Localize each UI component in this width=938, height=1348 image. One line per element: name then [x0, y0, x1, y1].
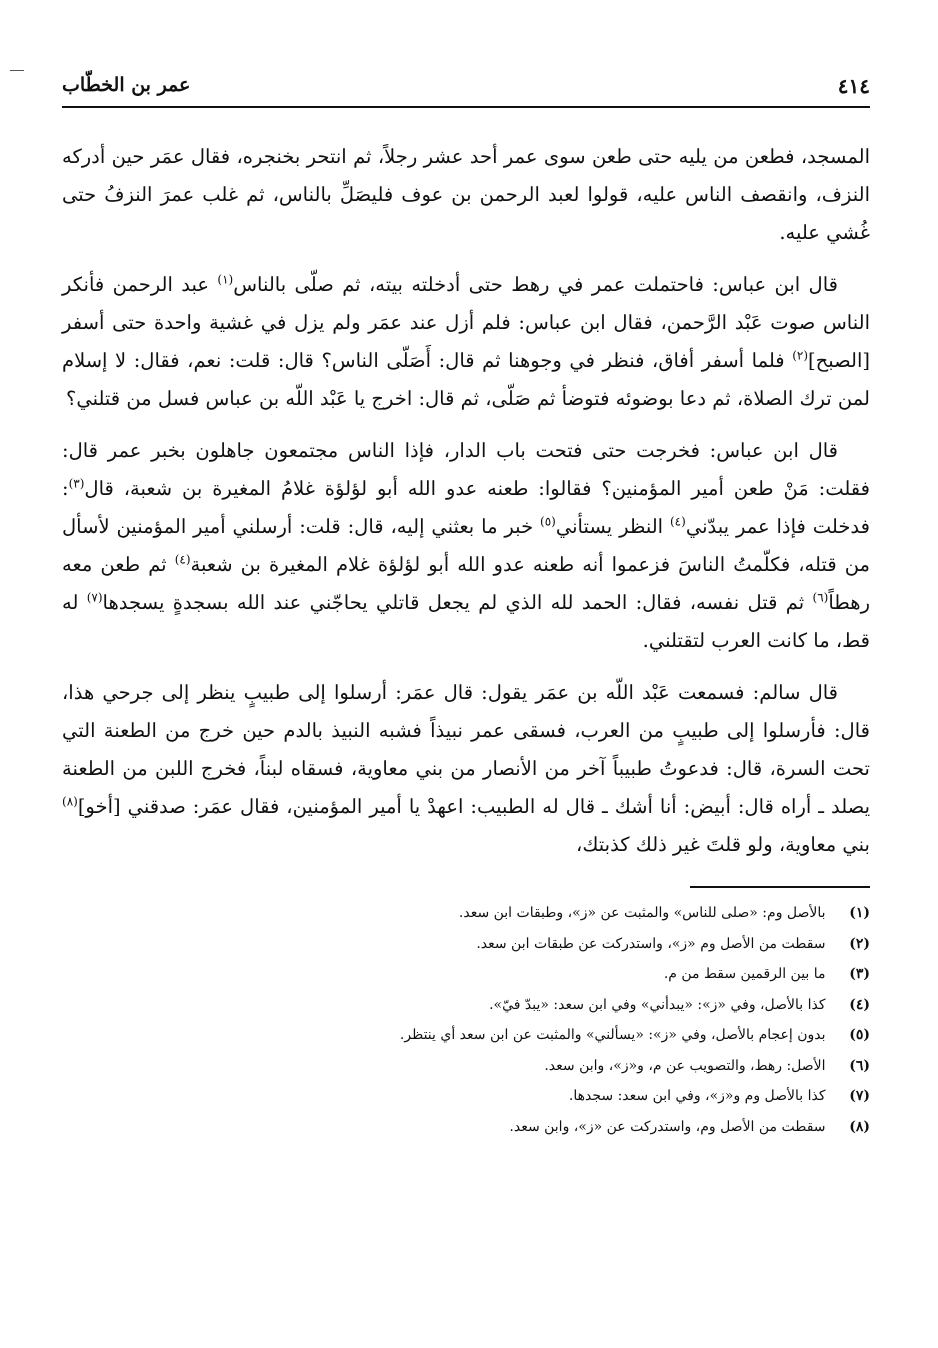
footnote-separator	[690, 886, 870, 888]
footnote-number: (٣)	[849, 966, 870, 982]
text-run: : فدخلت فإذا عمر يبدّني	[62, 477, 870, 538]
footnote	[62, 1112, 870, 1143]
text-run: قال ابن عباس: فاحتملت عمر في رهط حتى أدخلته بيته، ثم صلّى بالناس	[233, 273, 838, 296]
text-run: قال ابن عباس: فخرجت حتى فتحت باب الدار، فإذا الناس مجتمعون جاهلون بخبر عمر قال: فقلت: مَنْ طعن أمير المؤمنين؟ فقالوا: طعنه عدو الله أبو لؤلؤة غلامُ المغيرة بن شعبة، قال	[62, 439, 870, 500]
footnote	[62, 990, 870, 1021]
text-run: فلما أسفر أفاق، فنظر في وجوهنا ثم قال: أَصَلّى الناس؟ قال: قلت: نعم، فقال: لا إسلام لمن ترك الصلاة، ثم دعا بوضوئه فتوضأ ثم صَلّى، ثم قال: اخرج يا عَبْد اللّه بن عباس فسل من قتلني؟	[62, 349, 870, 410]
footnote-ref: (٤)	[174, 552, 191, 567]
paragraph	[62, 432, 870, 660]
book-page	[62, 66, 870, 1142]
text-run: ثم طعن معه رهطاً	[62, 553, 870, 614]
footnote-text: بالأصل وم: «صلى للناس» والمثبت عن «ز»، وطبقات ابن سعد.	[458, 905, 826, 921]
footnote-number: (٦)	[849, 1057, 870, 1074]
paragraph	[62, 138, 870, 252]
footnote-ref: (٣)	[68, 476, 85, 491]
footnote-number: (٥)	[849, 1027, 870, 1043]
text-run: خبر ما بعثني إليه، قال: قلت: أرسلني أمير المؤمنين لأسأل من قتله، فكلّمتُ الناسَ فزعموا أنه طعنه عدو الله أبو لؤلؤة غلام المغيرة بن شعبة	[62, 515, 870, 576]
page-number: ٤١٤	[837, 74, 870, 98]
footnote	[62, 898, 870, 929]
footnote-text: سقطت من الأصل وم، واستدركت عن «ز»، وابن سعد.	[509, 1118, 826, 1135]
text-run: النظر يستأني	[555, 515, 670, 538]
footnote-text: كذا بالأصل، وفي «ز»: «يبدأني» وفي ابن سعد: «يبدّ فيّ».	[489, 996, 826, 1013]
footnote	[62, 1081, 870, 1112]
footnotes	[62, 898, 870, 1142]
footnote-number: (٤)	[849, 996, 870, 1013]
footnote	[62, 1020, 870, 1051]
running-title: عمر بن الخطّاب	[62, 74, 191, 96]
footnote	[62, 1051, 870, 1082]
footnote-ref: (٢)	[792, 348, 809, 363]
paragraph	[62, 674, 870, 864]
footnote-number: (٢)	[849, 935, 870, 952]
scan-corner-mark	[10, 70, 24, 71]
footnote-ref: (٥)	[540, 514, 556, 529]
text-run: ثم قتل نفسه، فقال: الحمد لله الذي لم يجعل قاتلي يحاجّني عند الله بسجدةٍ يسجدها	[102, 591, 813, 614]
text-run: المسجد، فطعن من يليه حتى طعن سوى عمر أحد عشر رجلاً، ثم انتحر بخنجره، فقال عمَر حين أدركه النزف، وانقصف الناس عليه، قولوا لعبد الرحمن بن عوف فليصَلِّ بالناس، ثم غلب عمرَ النزفُ حتى غُشي عليه.	[62, 145, 870, 244]
footnote-ref: (٤)	[669, 514, 686, 529]
footnote-text: بدون إعجام بالأصل، وفي «ز»: «يسألني» والمثبت عن ابن سعد أي ينتظر.	[399, 1027, 826, 1043]
text-run: بني معاوية، ولو قلتَ غير ذلك كذبتك،	[576, 833, 870, 856]
footnote-ref: (٧)	[86, 590, 103, 605]
footnote-number: (١)	[849, 905, 870, 921]
header-rule	[62, 106, 870, 108]
footnote-text: الأصل: رهط، والتصويب عن م، و«ز»، وابن سعد.	[544, 1057, 826, 1074]
footnote-number: (٨)	[849, 1118, 870, 1135]
footnote-text: سقطت من الأصل وم «ز»، واستدركت عن طبقات ابن سعد.	[476, 935, 826, 952]
text-run: قال سالم: فسمعت عَبْد اللّه بن عمَر يقول: قال عمَر: أرسلوا إلى طبيبٍ ينظر إلى جرحي هذا، قال: فأرسلوا إلى طبيبٍ من العرب، فسقى عمر نبيذاً فشبه النبيذ بالدم حين خرج من الطعنة التي تحت السرة، قال: فدعوتُ طبيباً آخر من الأنصار من بني معاوية، فسقاه لبناً، فخرج اللبن من الطعنة يصلد ـ أراه قال: أبيض: أنا أشك ـ قال له الطبيب: اعهدْ يا أمير المؤمنين، فقال عمَر: صدقني [أخو]	[62, 681, 870, 818]
footnote-number: (٧)	[849, 1088, 870, 1104]
paragraph	[62, 266, 870, 418]
body-text	[62, 138, 870, 864]
footnote	[62, 959, 870, 990]
footnote-text: ما بين الرقمين سقط من م.	[663, 966, 826, 982]
footnote-text: كذا بالأصل وم و«ز»، وفي ابن سعد: سجدها.	[568, 1088, 826, 1104]
footnote-ref: (٨)	[62, 794, 78, 809]
text-run: عبد الرحمن فأنكر الناس صوت عَبْد الرَّحمن، فقال ابن عباس: فلم أزل عند عمَر ولم يزل في غشية واحدة حتى أسفر [الصبح]	[62, 273, 870, 372]
page-header	[62, 66, 870, 108]
footnote	[62, 929, 870, 960]
footnote-ref: (١)	[217, 272, 234, 287]
footnote-ref: (٦)	[812, 590, 829, 605]
text-run: له قط، ما كانت العرب لتقتلني.	[62, 591, 870, 652]
